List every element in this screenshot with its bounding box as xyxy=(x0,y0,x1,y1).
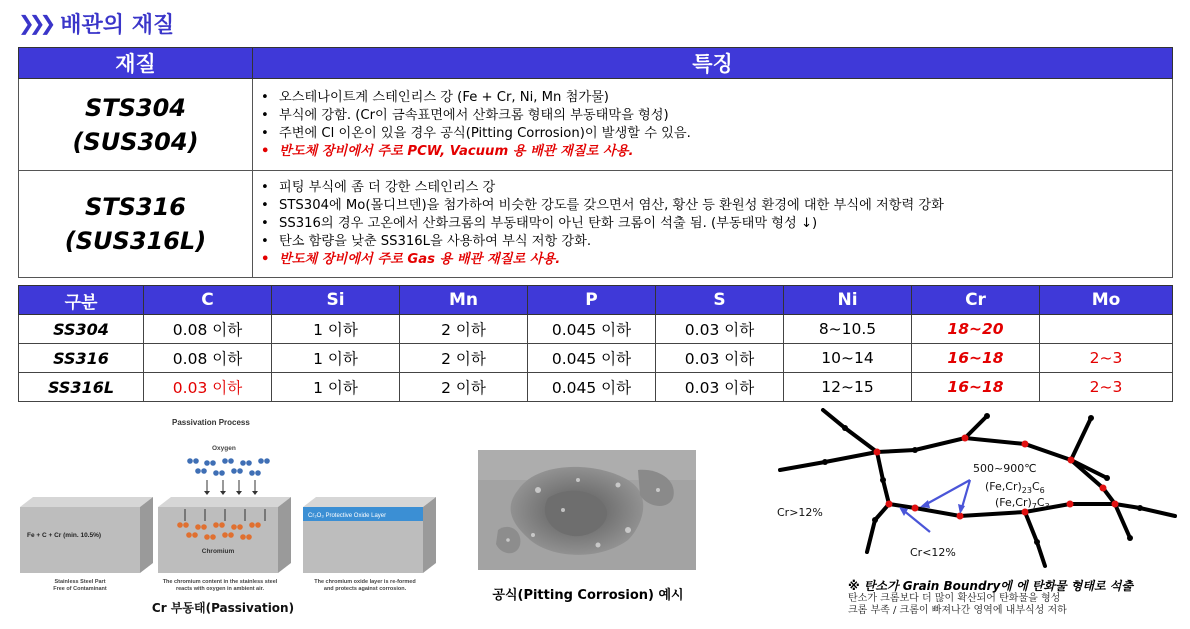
grade-cell: SS316L xyxy=(19,373,144,402)
col-header: P xyxy=(528,286,656,315)
page-title-text: 배관의 재질 xyxy=(60,12,175,38)
temperature-label: 500~900℃ xyxy=(973,462,1037,475)
col-header: Cr xyxy=(912,286,1040,315)
col-header: Mn xyxy=(400,286,528,315)
feature-item: • 부식에 강함. (Cr이 금속표면에서 산화크롬 형태의 부동태막을 형성) xyxy=(259,107,1166,125)
col-header: 구분 xyxy=(19,286,144,315)
value-cell: 0.03 이하 xyxy=(656,315,784,344)
value-cell: 0.03 이하 xyxy=(656,344,784,373)
col-header: Mo xyxy=(1040,286,1173,315)
value-cell-emphasis: 18~20 xyxy=(912,315,1040,344)
block1-label: Fe + C + Cr (min. 10.5%) xyxy=(27,532,102,539)
passivation-caption: Cr 부동태(Passivation) xyxy=(151,601,295,615)
cap1-line1: Stainless Steel Part xyxy=(54,579,106,585)
header-material: 재질 xyxy=(19,48,253,79)
down-arrows xyxy=(207,480,255,492)
grade-cell: SS304 xyxy=(19,315,144,344)
value-cell: 2 이하 xyxy=(400,344,528,373)
value-cell: 0.045 이하 xyxy=(528,344,656,373)
features-cell xyxy=(253,171,1173,278)
material-alias: (SUS316L) xyxy=(64,227,207,255)
pitting-corrosion-image xyxy=(478,450,696,570)
cap2-line2: reacts with oxygen in ambient air. xyxy=(175,586,265,592)
material-cell xyxy=(19,171,253,278)
feature-item: • 피팅 부식에 좀 더 강한 스테인리스 강 xyxy=(259,179,1166,197)
feature-item: • 주변에 Cl 이온이 있을 경우 공식(Pitting Corrosion)이 발생할 수 있음. xyxy=(259,125,1166,143)
value-cell-emphasis: 2~3 xyxy=(1040,344,1173,373)
feature-item-emphasis: • 반도체 장비에서 주로 Gas 용 배관 재질로 사용. xyxy=(259,251,1166,269)
value-cell: 2 이하 xyxy=(400,373,528,402)
pitting-caption: 공식(Pitting Corrosion) 예시 xyxy=(492,588,684,603)
feature-item: • 오스테나이트계 스테인리스 강 (Fe + Cr, Ni, Mn 첨가물) xyxy=(259,89,1166,107)
cr-low-label: Cr<12% xyxy=(910,546,956,559)
col-header: Ni xyxy=(784,286,912,315)
note-line: 탄소가 크롬보다 더 많이 확산되어 탄화물을 형성 xyxy=(848,593,1061,604)
feature-item: • SS316의 경우 고온에서 산화크롬의 부동태막이 아닌 탄화 크롬이 석출 됨. (부동태막 형성 ↓) xyxy=(259,215,1166,233)
value-cell: 0.08 이하 xyxy=(144,315,272,344)
table-row xyxy=(19,373,1173,402)
grain-boundary-note xyxy=(848,579,1178,617)
double-chevron-right-icon: ❯❯❯ xyxy=(18,11,51,35)
cap3-line1: The chromium oxide layer is re-formed xyxy=(314,579,416,585)
value-cell-emphasis: 16~18 xyxy=(912,373,1040,402)
value-cell: 10~14 xyxy=(784,344,912,373)
value-cell: 8~10.5 xyxy=(784,315,912,344)
grade-cell: SS316 xyxy=(19,344,144,373)
value-cell-emphasis: 2~3 xyxy=(1040,373,1173,402)
note-title: ※ 탄소가 Grain Boundry에 에 탄화물 형태로 석출 xyxy=(848,579,1133,593)
value-cell: 0.045 이하 xyxy=(528,373,656,402)
passivation-heading: Passivation Process xyxy=(172,418,250,427)
carbide-formula-1: $(Fe,Cr)_{23}C_6$ xyxy=(985,480,1045,495)
feature-item: • 탄소 함량을 낮춘 SS316L을 사용하여 부식 저항 강화. xyxy=(259,233,1166,251)
material-name: STS304 xyxy=(84,93,187,122)
feature-item-emphasis: • 반도체 장비에서 주로 PCW, Vacuum 용 배관 재질로 사용. xyxy=(259,143,1166,161)
header-features: 특징 xyxy=(253,48,1173,79)
feature-item: • STS304에 Mo(몰디브덴)을 첨가하여 비슷한 강도를 갖으면서 염산, 황산 등 환원성 환경에 대한 부식에 저항력 강화 xyxy=(259,197,1166,215)
value-cell: 2 이하 xyxy=(400,315,528,344)
table-row xyxy=(19,344,1173,373)
page-title xyxy=(18,6,174,40)
material-alias: (SUS304) xyxy=(72,127,199,156)
material-cell xyxy=(19,79,253,171)
col-header: C xyxy=(144,286,272,315)
value-cell: 1 이하 xyxy=(272,315,400,344)
carbide-formula-2: $(Fe,Cr)_7C_3$ xyxy=(995,496,1050,511)
oxygen-label: Oxygen xyxy=(212,445,236,452)
value-cell: 1 이하 xyxy=(272,344,400,373)
grain-boundary-lines xyxy=(780,410,1175,566)
value-cell-emphasis: 0.03 이하 xyxy=(144,373,272,402)
value-cell xyxy=(1040,315,1173,344)
passivation-diagram xyxy=(15,413,445,623)
value-cell: 1 이하 xyxy=(272,373,400,402)
features-cell xyxy=(253,79,1173,171)
oxygen-molecules xyxy=(187,458,270,476)
table-row xyxy=(19,315,1173,344)
material-spec-table xyxy=(18,47,1173,278)
cap2-line1: The chromium content in the stainless steel xyxy=(162,579,278,585)
cap1-line2: Free of Contaminant xyxy=(53,586,107,592)
value-cell: 0.03 이하 xyxy=(656,373,784,402)
cr-high-label: Cr>12% xyxy=(777,506,823,519)
value-cell: 0.045 이하 xyxy=(528,315,656,344)
note-line: 크롬 부족 / 크롬이 빠져나간 영역에 내부식성 저하 xyxy=(848,605,1067,616)
col-header: Si xyxy=(272,286,400,315)
value-cell: 0.08 이하 xyxy=(144,344,272,373)
material-name: STS316 xyxy=(84,193,187,221)
cap3-line2: and protects against corrosion. xyxy=(323,586,407,592)
grain-boundary-diagram xyxy=(765,408,1180,586)
value-cell-emphasis: 16~18 xyxy=(912,344,1040,373)
col-header: S xyxy=(656,286,784,315)
chromium-label: Chromium xyxy=(201,548,235,555)
value-cell: 12~15 xyxy=(784,373,912,402)
block3-label: Cr₂O₃ Protective Oxide Layer xyxy=(308,513,387,519)
composition-table xyxy=(18,285,1173,402)
